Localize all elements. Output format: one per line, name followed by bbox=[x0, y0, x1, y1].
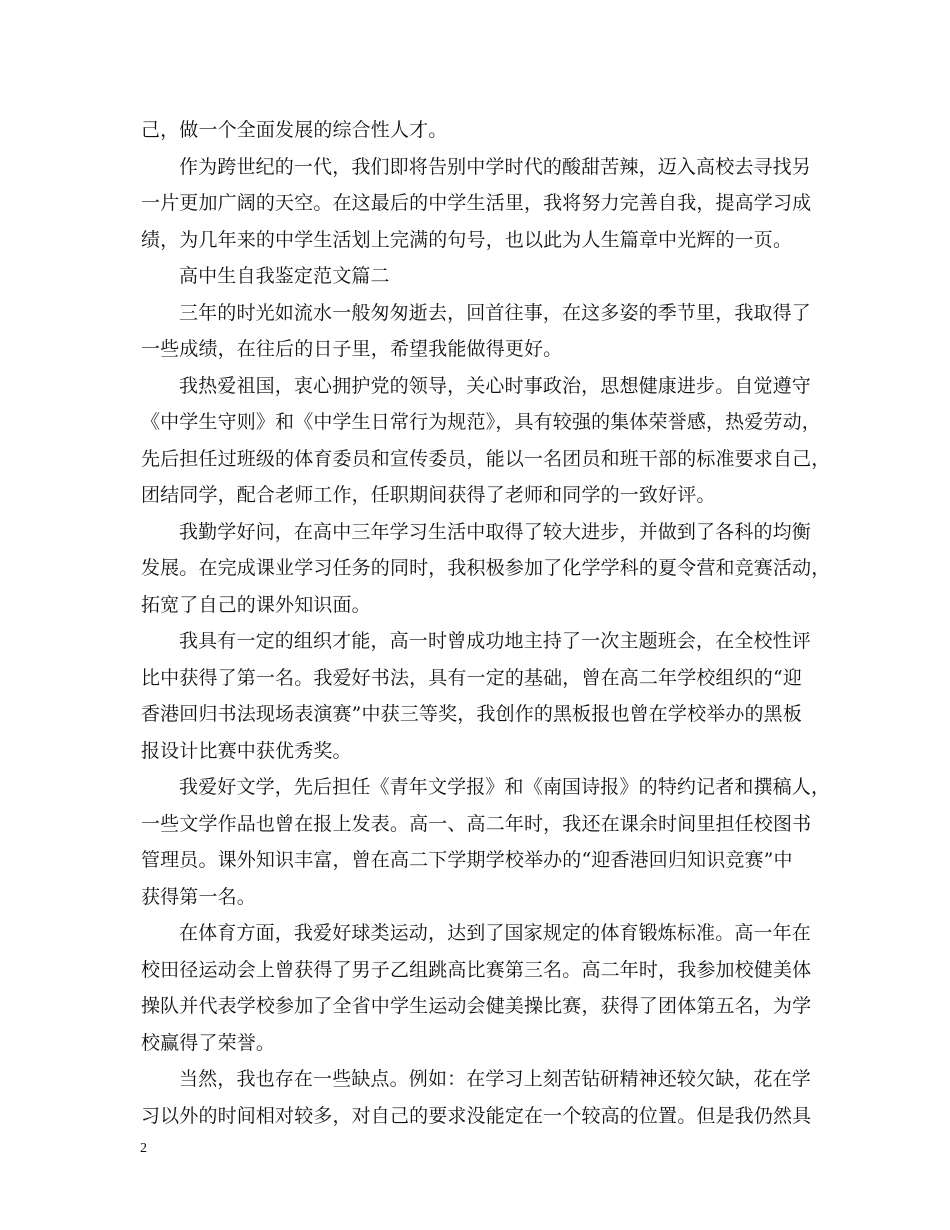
text-line: 团结同学，配合老师工作，任职期间获得了老师和同学的一致好评。 bbox=[141, 484, 716, 506]
text-line: 习以外的时间相对较多，对自己的要求没能定在一个较高的位置。但是我仍然具 bbox=[141, 1105, 812, 1127]
text-line: 发展。在完成课业学习任务的同时，我积极参加了化学学科的夏令营和竞赛活动， bbox=[141, 557, 831, 579]
text-line: 我热爱祖国，衷心拥护党的领导，关心时事政治，思想健康进步。自觉遵守 bbox=[179, 375, 811, 397]
text-line: 作为跨世纪的一代，我们即将告别中学时代的酸甜苦辣，迈入高校去寻找另 bbox=[179, 156, 811, 178]
text-line: 报设计比赛中获优秀奖。 bbox=[141, 740, 352, 762]
text-line: 一些成绩，在往后的日子里，希望我能做得更好。 bbox=[141, 338, 563, 360]
text-line: 校田径运动会上曾获得了男子乙组跳高比赛第三名。高二年时，我参加校健美体 bbox=[141, 959, 812, 981]
text-line: 香港回归书法现场表演赛”中获三等奖，我创作的黑板报也曾在学校举办的黑板 bbox=[141, 703, 802, 725]
text-line: 《中学生守则》和《中学生日常行为规范》，具有较强的集体荣誉感，热爱劳动， bbox=[141, 411, 821, 433]
page-number: 2 bbox=[140, 1141, 147, 1156]
text-line: 校赢得了荣誉。 bbox=[141, 1032, 276, 1054]
text-line: 当然，我也存在一些缺点。例如：在学习上刻苦钻研精神还较欠缺，花在学 bbox=[179, 1068, 811, 1090]
section-heading: 高中生自我鉴定范文篇二 bbox=[179, 265, 390, 287]
text-line: 我勤学好问，在高中三年学习生活中取得了较大进步，并做到了各科的均衡 bbox=[179, 521, 811, 543]
text-line: 比中获得了第一名。我爱好书法，具有一定的基础，曾在高二年学校组织的“迎 bbox=[141, 667, 802, 689]
text-line: 我爱好文学，先后担任《青年文学报》和《南国诗报》的特约记者和撰稿人， bbox=[179, 776, 831, 798]
text-line: 拓宽了自己的课外知识面。 bbox=[141, 594, 371, 616]
text-line: 操队并代表学校参加了全省中学生运动会健美操比赛，获得了团体第五名，为学 bbox=[141, 995, 812, 1017]
text-line: 一些文学作品也曾在报上发表。高一、高二年时，我还在课余时间里担任校图书 bbox=[141, 813, 812, 835]
text-line: 获得第一名。 bbox=[141, 886, 256, 908]
text-line: 己，做一个全面发展的综合性人才。 bbox=[141, 119, 448, 141]
text-line: 在体育方面，我爱好球类运动，达到了国家规定的体育锻炼标准。高一年在 bbox=[179, 922, 811, 944]
text-line: 管理员。课外知识丰富，曾在高二下学期学校举办的“迎香港回归知识竞赛”中 bbox=[141, 849, 793, 871]
text-line: 先后担任过班级的体育委员和宣传委员，能以一名团员和班干部的标准要求自己， bbox=[141, 448, 831, 470]
text-line: 一片更加广阔的天空。在这最后的中学生活里，我将努力完善自我，提高学习成 bbox=[141, 192, 812, 214]
text-line: 我具有一定的组织才能，高一时曾成功地主持了一次主题班会，在全校性评 bbox=[179, 630, 811, 652]
text-line: 三年的时光如流水一般匆匆逝去，回首往事，在这多姿的季节里，我取得了 bbox=[179, 302, 811, 324]
text-line: 绩，为几年来的中学生活划上完满的句号，也以此为人生篇章中光辉的一页。 bbox=[141, 229, 793, 251]
